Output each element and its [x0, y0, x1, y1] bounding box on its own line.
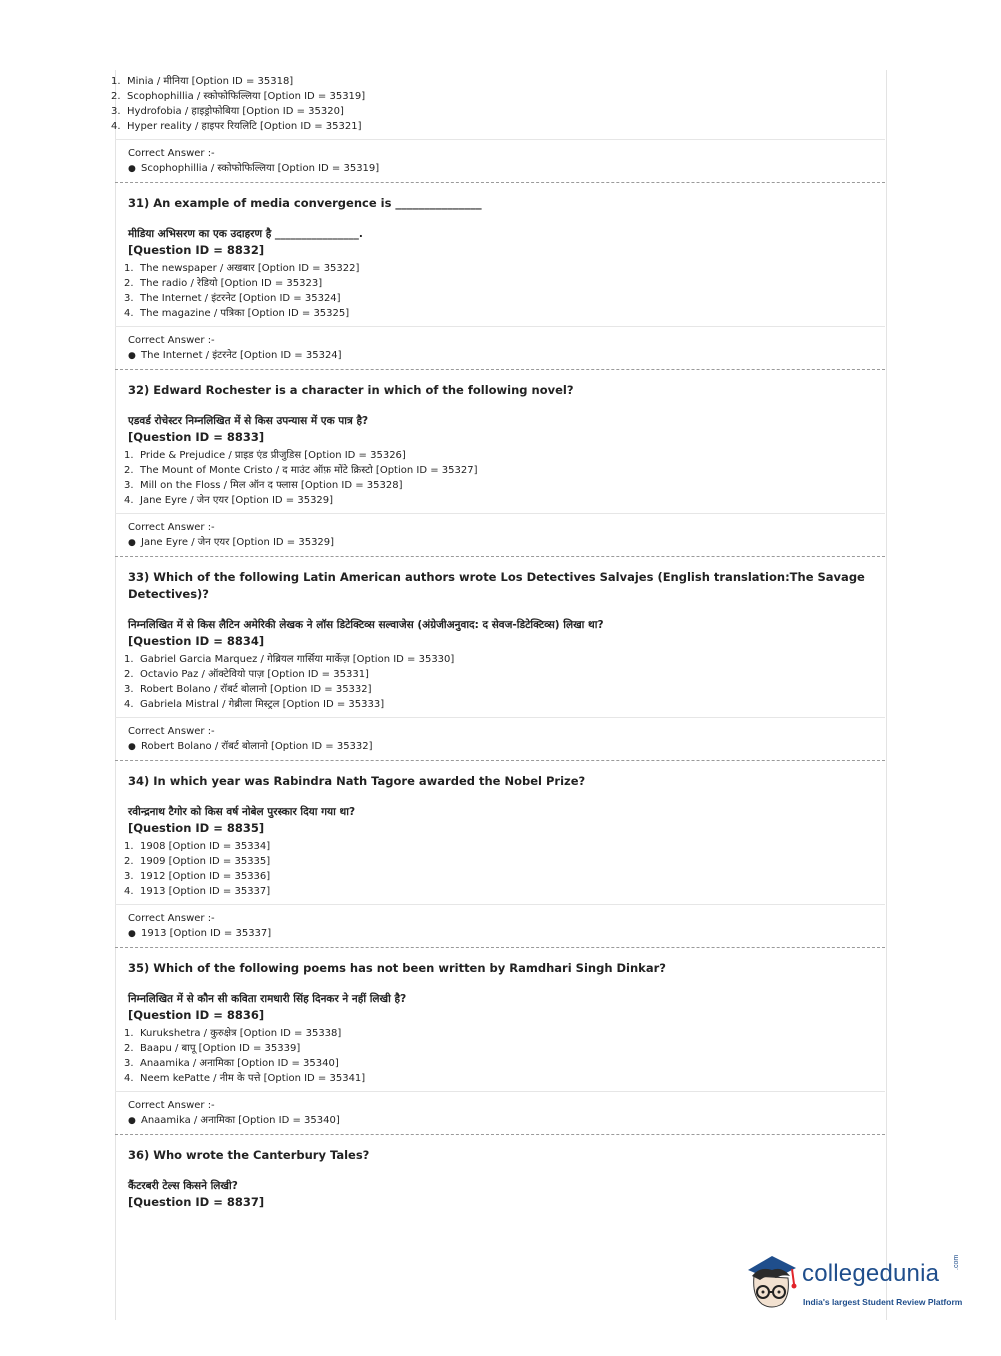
- option-item: 4. Neem kePatte / नीम के पत्ते [Option ID = 35341]: [124, 1073, 366, 1084]
- correct-answer-label: Correct Answer :-: [128, 522, 215, 533]
- correct-answer-block: [115, 905, 885, 947]
- option-item: 2. Octavio Paz / ऑक्टेवियो पाज़ [Option ID = 35331]: [124, 669, 369, 680]
- bullet-icon: ●: [128, 164, 136, 174]
- option-item: 1. Kurukshetra / कुरुक्षेत्र [Option ID = 35338]: [124, 1028, 342, 1039]
- correct-answer-label: Correct Answer :-: [128, 148, 215, 159]
- option-item: 1. The newspaper / अखबार [Option ID = 35322]: [124, 263, 360, 274]
- question-text-en: 32) Edward Rochester is a character in which of the following novel?: [128, 383, 574, 397]
- correct-answer: ● Anaamika / अनामिका [Option ID = 35340]: [128, 1113, 872, 1129]
- correct-answer: ● Jane Eyre / जेन एयर [Option ID = 35329]: [128, 535, 872, 551]
- question-id: [Question ID = 8835]: [128, 821, 265, 835]
- option-item: 2. Baapu / बापू [Option ID = 35339]: [124, 1043, 301, 1054]
- options-list: [124, 446, 872, 513]
- option-item: 4. The magazine / पत्रिका [Option ID = 35325]: [124, 308, 350, 319]
- option-item: 4. Hyper reality / हाइपर रियलिटि [Option ID = 35321]: [111, 121, 362, 132]
- bullet-icon: ●: [128, 1116, 136, 1126]
- correct-answer-label: Correct Answer :-: [128, 1100, 215, 1111]
- question-text-hi: कैंटरबरी टेल्स किसने लिखी?: [128, 1180, 238, 1192]
- question-35: [115, 948, 885, 1091]
- correct-answer: ● Scophophillia / स्कोफोफिल्लिया [Option ID = 35319]: [128, 161, 872, 177]
- option-item: 2. The radio / रेडियो [Option ID = 35323]: [124, 278, 323, 289]
- question-id: [Question ID = 8833]: [128, 430, 265, 444]
- options-list: [124, 650, 872, 717]
- question-text-hi: मीडिया अभिसरण का एक उदाहरण है ________________.: [128, 228, 363, 240]
- question-text-en: 31) An example of media convergence is _______________: [128, 196, 482, 210]
- option-item: 3. Robert Bolano / रॉबर्ट बोलानो [Option ID = 35332]: [124, 684, 372, 695]
- lead-options: [111, 72, 885, 139]
- question-33: [115, 557, 885, 717]
- collegedunia-logo: [742, 1248, 972, 1318]
- correct-answer-label: Correct Answer :-: [128, 726, 215, 737]
- question-32: [115, 370, 885, 513]
- question-34: [115, 761, 885, 904]
- option-item: 1. Minia / मीनिया [Option ID = 35318]: [111, 76, 294, 87]
- option-item: 4. 1913 [Option ID = 35337]: [124, 886, 271, 897]
- question-36: [115, 1135, 885, 1211]
- option-item: 3. Mill on the Floss / मिल ऑन द फ्लास [Option ID = 35328]: [124, 480, 403, 491]
- option-item: 3. Anaamika / अनामिका [Option ID = 35340]: [124, 1058, 339, 1069]
- option-item: 3. Hydrofobia / हाइड्रोफोबिया [Option ID = 35320]: [111, 106, 344, 117]
- correct-answer: ● The Internet / इंटरनेट [Option ID = 35324]: [128, 348, 872, 364]
- correct-answer: ● 1913 [Option ID = 35337]: [128, 926, 872, 942]
- correct-answer-block: [115, 327, 885, 369]
- correct-answer-block: [115, 718, 885, 760]
- option-item: 2. Scophophillia / स्कोफोफिल्लिया [Option ID = 35319]: [111, 91, 366, 102]
- question-31: [115, 183, 885, 326]
- question-text-hi: निम्नलिखित में से किस लैटिन अमेरिकी लेखक ने लॉस डिटेक्टिव्स सल्वाजेस (अंग्रेजीअनुवाद: द सेवज-डिटेक्टिव्स) लिखा था?: [128, 619, 604, 631]
- logo-domain-suffix: .com: [953, 1254, 960, 1270]
- option-item: 1. 1908 [Option ID = 35334]: [124, 841, 271, 852]
- correct-answer-block: [115, 1092, 885, 1134]
- correct-answer-label: Correct Answer :-: [128, 913, 215, 924]
- question-id: [Question ID = 8836]: [128, 1008, 265, 1022]
- question-text-en: 33) Which of the following Latin American authors wrote Los Detectives Salvajes (English translation:The Savage Detectives)?: [128, 570, 865, 601]
- question-paper: [111, 72, 885, 1211]
- bullet-icon: ●: [128, 538, 136, 548]
- options-list: [124, 259, 872, 326]
- question-text-hi: निम्नलिखित में से कौन सी कविता रामधारी सिंह दिनकर ने नहीं लिखी है?: [128, 993, 407, 1005]
- correct-answer-block: [115, 140, 885, 182]
- correct-answer: ● Robert Bolano / रॉबर्ट बोलानो [Option ID = 35332]: [128, 739, 872, 755]
- options-list: [124, 1024, 872, 1091]
- bullet-icon: ●: [128, 351, 136, 361]
- correct-answer-label: Correct Answer :-: [128, 335, 215, 346]
- question-id: [Question ID = 8832]: [128, 243, 265, 257]
- options-list: [124, 837, 872, 904]
- logo-tagline: India's largest Student Review Platform: [803, 1297, 963, 1307]
- student-mascot-icon: [742, 1248, 802, 1312]
- option-item: 3. 1912 [Option ID = 35336]: [124, 871, 271, 882]
- option-item: 1. Gabriel Garcia Marquez / गेब्रियल गार्सिया मार्केज़ [Option ID = 35330]: [124, 654, 455, 665]
- logo-wordmark: collegedunia: [802, 1260, 940, 1287]
- correct-answer-block: [115, 514, 885, 556]
- bullet-icon: ●: [128, 742, 136, 752]
- question-text-en: 34) In which year was Rabindra Nath Tagore awarded the Nobel Prize?: [128, 774, 586, 788]
- option-item: 1. Pride & Prejudice / प्राइड एंड प्रीजुडिस [Option ID = 35326]: [124, 450, 406, 461]
- question-id: [Question ID = 8834]: [128, 634, 265, 648]
- option-item: 4. Jane Eyre / जेन एयर [Option ID = 35329]: [124, 495, 334, 506]
- question-text-en: 36) Who wrote the Canterbury Tales?: [128, 1148, 370, 1162]
- option-item: 2. The Mount of Monte Cristo / द माउंट ऑफ़ मोंटे क्रिस्टो [Option ID = 35327]: [124, 465, 478, 476]
- option-item: 3. The Internet / इंटरनेट [Option ID = 35324]: [124, 293, 341, 304]
- question-text-hi: रवीन्द्रनाथ टैगोर को किस वर्ष नोबेल पुरस्कार दिया गया था?: [128, 806, 356, 818]
- question-id: [Question ID = 8837]: [128, 1195, 265, 1209]
- question-text-en: 35) Which of the following poems has not been written by Ramdhari Singh Dinkar?: [128, 961, 666, 975]
- option-item: 2. 1909 [Option ID = 35335]: [124, 856, 271, 867]
- option-item: 4. Gabriela Mistral / गेब्रीला मिस्ट्रल [Option ID = 35333]: [124, 699, 385, 710]
- bullet-icon: ●: [128, 929, 136, 939]
- question-text-hi: एडवर्ड रोचेस्टर निम्नलिखित में से किस उपन्यास में एक पात्र है?: [128, 415, 369, 427]
